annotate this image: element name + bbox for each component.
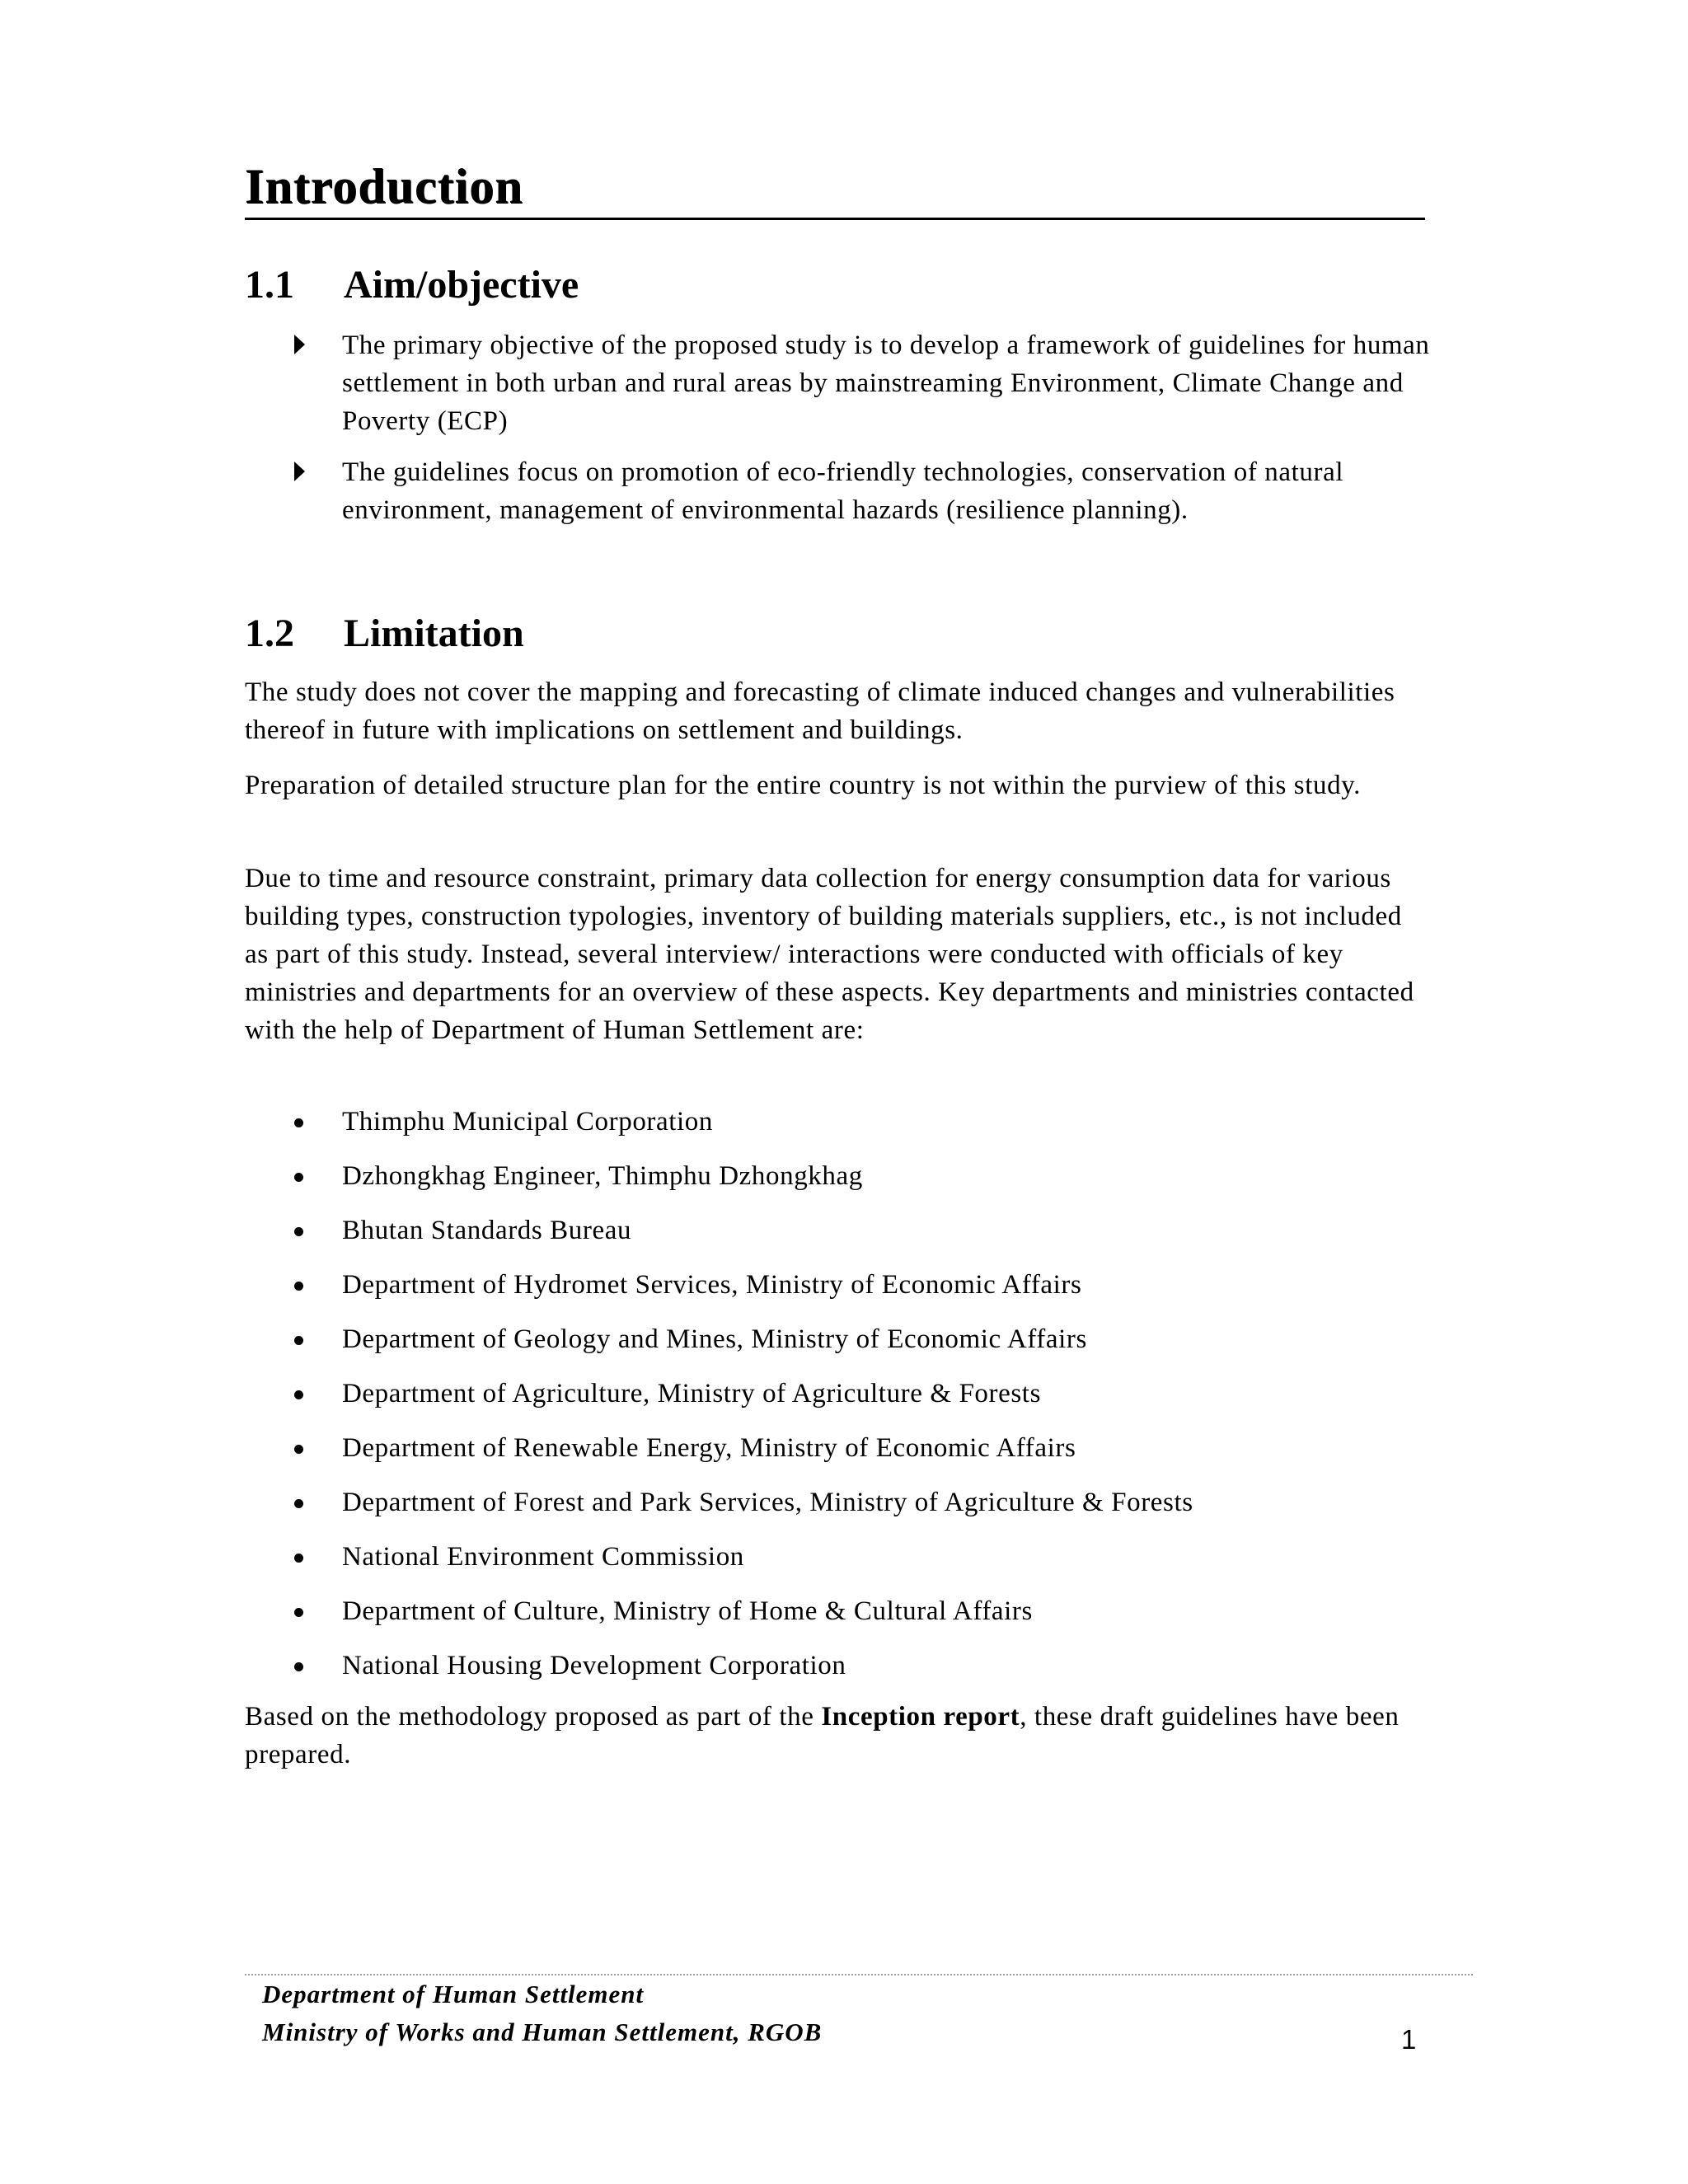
list-item bbox=[294, 1592, 1432, 1647]
section-number: 1.2 bbox=[245, 612, 294, 655]
aim-point-text: The primary objective of the proposed study is to develop a framework of guidelines for human settlement in both urban and rural areas by mainstreaming Environment, Climate Change and Poverty (ECP) bbox=[342, 330, 1430, 436]
aim-point-text: The guidelines focus on promotion of eco-friendly technologies, conservation of natural environment, management of environmental hazards (resilience planning). bbox=[342, 457, 1344, 525]
footer-divider bbox=[245, 1974, 1473, 1975]
list-item bbox=[294, 1647, 1432, 1701]
contact-name: Dzhongkhag Engineer, Thimphu Dzhongkhag bbox=[342, 1161, 863, 1191]
bullet-dot-icon bbox=[294, 1445, 303, 1454]
list-item bbox=[294, 1266, 1432, 1320]
inception-report-emphasis: Inception report bbox=[821, 1702, 1020, 1732]
list-item bbox=[294, 453, 1432, 529]
arrow-bullet-icon bbox=[294, 335, 305, 354]
closing-text-before: Based on the methodology proposed as part of the bbox=[245, 1702, 822, 1732]
aim-points-list bbox=[294, 326, 1432, 542]
list-item bbox=[294, 1429, 1432, 1483]
limitation-paragraph: Due to time and resource constraint, primary data collection for energy consumption data for various building types, construction typologies, inventory of building materials suppliers, etc., is not included as part of this study. Instead, several interview/ interactions were conducted with officials of key ministries and departments for an overview of these aspects. Key departments and ministries contacted with the help of Department of Human Settlement are: bbox=[245, 864, 1414, 1045]
list-item bbox=[294, 1157, 1432, 1212]
contact-name: National Housing Development Corporation bbox=[342, 1651, 846, 1680]
chapter-title: Introduction bbox=[245, 159, 523, 213]
list-item bbox=[294, 1212, 1432, 1266]
section-heading-aim bbox=[245, 260, 579, 310]
contacts-list bbox=[294, 1103, 1432, 1701]
bullet-dot-icon bbox=[294, 1390, 303, 1399]
list-item bbox=[294, 1483, 1432, 1538]
contact-name: Department of Geology and Mines, Ministry of Economic Affairs bbox=[342, 1324, 1087, 1354]
bullet-dot-icon bbox=[294, 1282, 303, 1291]
bullet-dot-icon bbox=[294, 1173, 303, 1182]
bullet-dot-icon bbox=[294, 1227, 303, 1236]
contact-name: Department of Forest and Park Services, Ministry of Agriculture & Forests bbox=[342, 1488, 1193, 1517]
chapter-title-rule bbox=[245, 218, 1425, 220]
bullet-dot-icon bbox=[294, 1336, 303, 1345]
section-heading-limitation bbox=[245, 609, 524, 658]
bullet-dot-icon bbox=[294, 1118, 303, 1127]
list-item bbox=[294, 1538, 1432, 1592]
list-item bbox=[294, 1103, 1432, 1157]
footer-department: Department of Human Settlement bbox=[262, 1980, 645, 2008]
limitation-paragraph: The study does not cover the mapping and forecasting of climate induced changes and vulnerabilities thereof in future with implications on settlement and buildings. bbox=[245, 677, 1395, 745]
list-item bbox=[294, 1375, 1432, 1429]
contact-name: Department of Hydromet Services, Ministry of Economic Affairs bbox=[342, 1270, 1082, 1300]
bullet-dot-icon bbox=[294, 1554, 303, 1563]
page-number: 1 bbox=[1401, 2024, 1417, 2055]
bullet-dot-icon bbox=[294, 1608, 303, 1617]
closing-text-after: , these draft guidelines have been prepared. bbox=[245, 1702, 1400, 1769]
contact-name: Department of Renewable Energy, Ministry of Economic Affairs bbox=[342, 1433, 1076, 1463]
bullet-dot-icon bbox=[294, 1499, 303, 1508]
list-item bbox=[294, 326, 1432, 440]
section-title: Limitation bbox=[344, 612, 524, 655]
footer-ministry: Ministry of Works and Human Settlement, RGOB bbox=[262, 2018, 823, 2046]
list-item bbox=[294, 1320, 1432, 1375]
arrow-bullet-icon bbox=[294, 462, 305, 481]
section-number: 1.1 bbox=[245, 263, 294, 307]
contact-name: National Environment Commission bbox=[342, 1542, 744, 1572]
contact-name: Department of Agriculture, Ministry of Agriculture & Forests bbox=[342, 1379, 1042, 1408]
contact-name: Bhutan Standards Bureau bbox=[342, 1216, 632, 1245]
contact-name: Department of Culture, Ministry of Home & Cultural Affairs bbox=[342, 1596, 1033, 1626]
contact-name: Thimphu Municipal Corporation bbox=[342, 1107, 714, 1137]
bullet-dot-icon bbox=[294, 1662, 303, 1671]
section-title: Aim/objective bbox=[344, 263, 579, 307]
closing-paragraph bbox=[245, 1698, 1432, 1774]
limitation-paragraph: Preparation of detailed structure plan for the entire country is not within the purview of this study. bbox=[245, 771, 1361, 800]
